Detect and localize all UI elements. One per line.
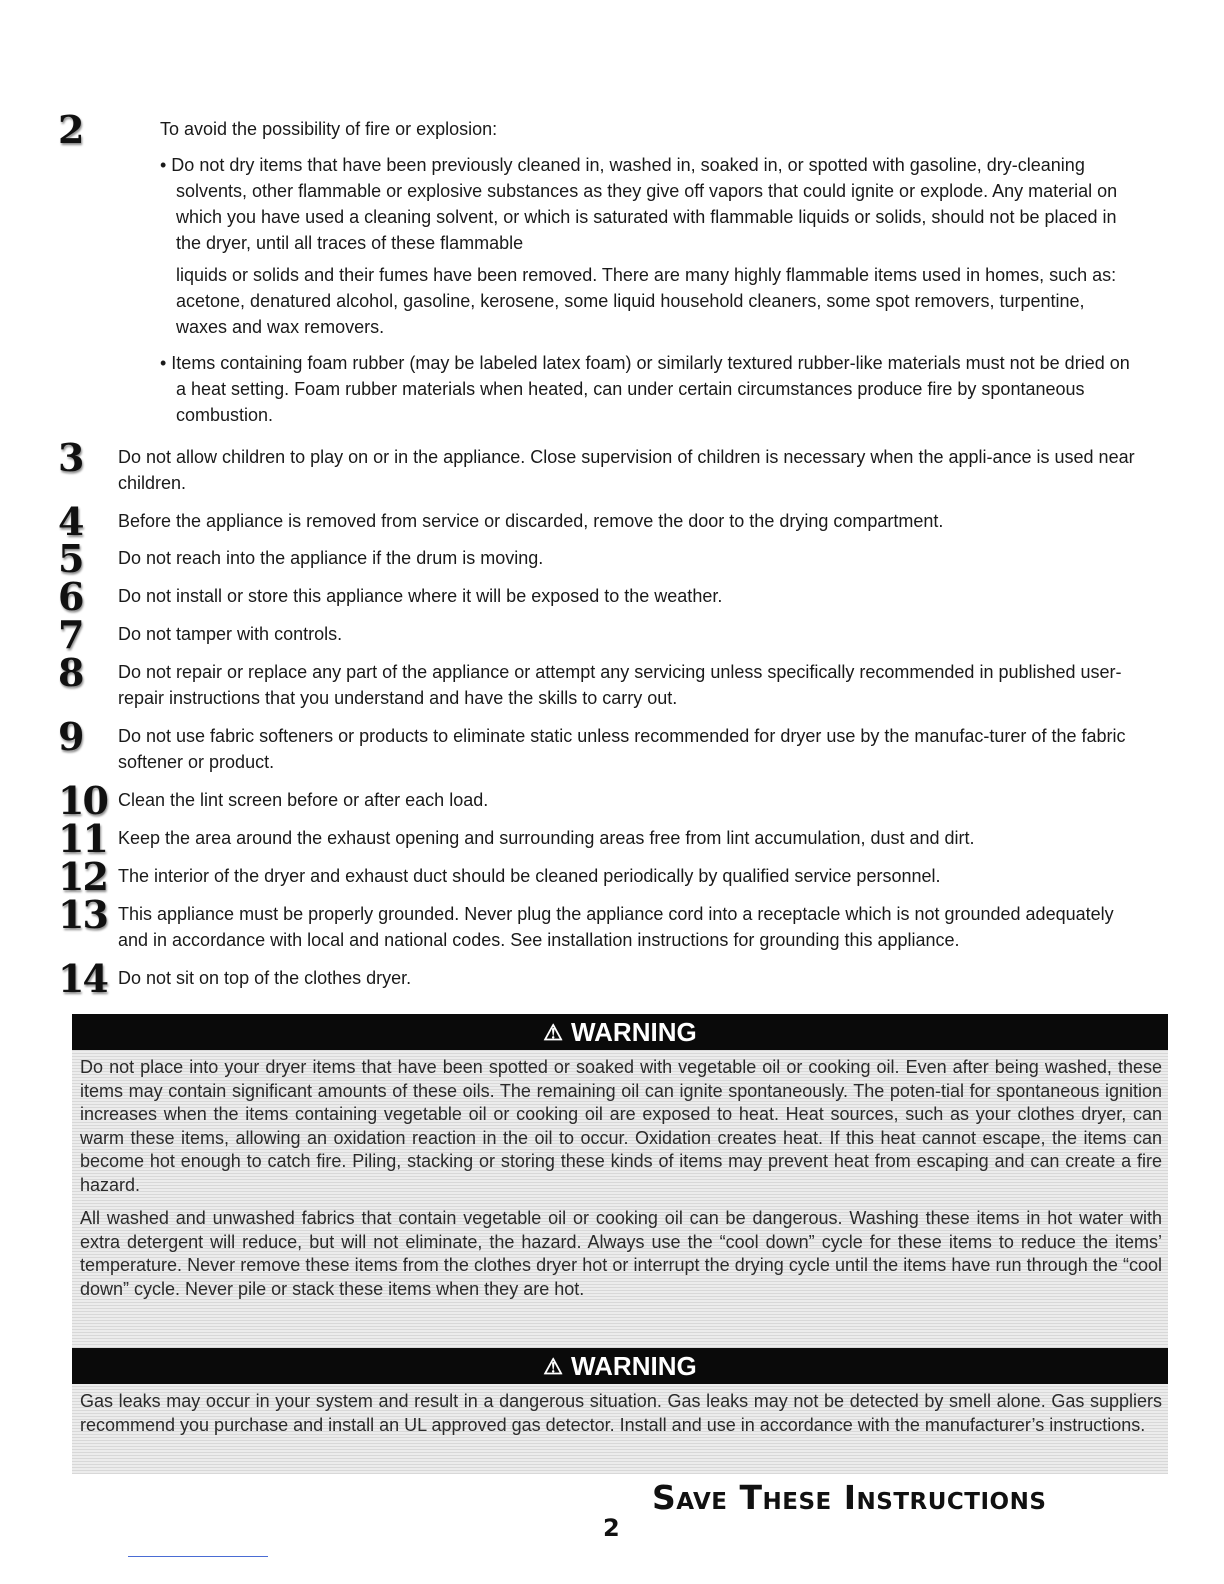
item-text: Do not install or store this appliance where it will be exposed to the weather.	[118, 586, 723, 606]
item-text: The interior of the dryer and exhaust duct should be cleaned periodically by qualified service personnel.	[118, 866, 941, 886]
item-number: 12	[58, 854, 107, 899]
warning-triangle-icon: ⚠	[543, 1020, 564, 1045]
item-number: 13	[58, 892, 107, 937]
safety-item-2	[58, 107, 1138, 428]
item-number: 11	[58, 816, 107, 861]
safety-item-8	[58, 650, 1138, 711]
item-text: Do not allow children to play on or in the appliance. Close supervision of children is necessary when the appli-ance is used near children.	[118, 447, 1135, 493]
safety-item-3	[58, 435, 1138, 496]
item-number: 9	[58, 714, 83, 759]
item-text: Do not tamper with controls.	[118, 624, 343, 644]
item-number: 6	[58, 574, 83, 619]
safety-item-6	[58, 574, 1138, 619]
warning-header	[72, 1014, 1168, 1050]
item-text: Do not reach into the appliance if the drum is moving.	[118, 548, 544, 568]
item-text: Keep the area around the exhaust opening and surrounding areas free from lint accumulation, dust and dirt.	[118, 828, 975, 848]
bullet-flammable: • Do not dry items that have been previously cleaned in, washed in, soaked in, or spotted with gasoline, dry-cleaning solvents, other flammable or explosive substances as they give off vapors that could ignite or explode. Any material on which you have used a cleaning solvent, or which is saturated with flammable liquids or solids, should not be placed in the dryer, until all traces of these flammable	[160, 155, 1118, 253]
safety-item-10	[58, 778, 1138, 823]
bullet-flammable-continued: liquids or solids and their fumes have been removed. There are many highly flammable items used in homes, such as: acetone, denatured alcohol, gasoline, kerosene, some liquid household cleaners, some spot removers, turpentine, waxes and wax removers.	[176, 265, 1117, 337]
item-number: 5	[58, 536, 83, 581]
warning-header	[72, 1348, 1168, 1384]
safety-item-4	[58, 499, 1138, 544]
safety-item-5	[58, 536, 1138, 581]
item-number: 8	[58, 650, 83, 695]
item-number: 7	[58, 612, 83, 657]
item-number: 14	[58, 956, 107, 1001]
warning-title: WARNING	[571, 1351, 697, 1381]
item-number: 2	[58, 107, 83, 152]
safety-item-14	[58, 956, 1138, 1001]
item-text: Do not repair or replace any part of the appliance or attempt any servicing unless specifically recommended in published user-repair instructions that you understand and have the skills to carry out.	[118, 662, 1122, 708]
item-text: Do not sit on top of the clothes dryer.	[118, 968, 412, 988]
safety-item-13	[58, 892, 1138, 953]
warning-title: WARNING	[571, 1017, 697, 1047]
item-number: 10	[58, 778, 107, 823]
safety-item-11	[58, 816, 1138, 861]
page-number: 2	[603, 1514, 620, 1542]
safety-item-7	[58, 612, 1138, 657]
warning-box-gas-leaks	[72, 1348, 1168, 1474]
footer-rule	[128, 1556, 268, 1557]
warning-box-vegetable-oil	[72, 1014, 1168, 1348]
bullet-foam-rubber: • Items containing foam rubber (may be labeled latex foam) or similarly textured rubber-like materials must not be dried on a heat setting. Foam rubber materials when heated, can under certain circumstances produce fire by spontaneous combustion.	[160, 353, 1130, 425]
item-number: 3	[58, 435, 83, 480]
save-instructions-heading: Save These Instructions	[652, 1478, 1047, 1517]
warning-triangle-icon: ⚠	[543, 1354, 564, 1379]
safety-item-9	[58, 714, 1138, 775]
warning-paragraph: All washed and unwashed fabrics that contain vegetable oil or cooking oil can be dangerous. Washing these items in hot water with extra detergent will reduce, but will not eliminate, the hazard. Always use the “cool down” cycle for these items to reduce the items’ temperature. Never remove these items from the clothes dryer hot or interrupt the drying cycle until the items have run through the “cool down” cycle. Never pile or stack these items when they are hot.	[80, 1208, 1162, 1299]
item-text: This appliance must be properly grounded. Never plug the appliance cord into a receptacle which is not grounded adequately and in accordance with local and national codes. See installation instructions for grounding this appliance.	[118, 904, 1114, 950]
safety-item-12	[58, 854, 1138, 899]
item-number: 4	[58, 499, 83, 544]
warning-paragraph: Gas leaks may occur in your system and result in a dangerous situation. Gas leaks may not be detected by smell alone. Gas suppliers recommend you purchase and install an UL approved gas detector. Install and use in accordance with the manufacturer’s instructions.	[80, 1391, 1162, 1435]
item-text: Do not use fabric softeners or products to eliminate static unless recommended for dryer use by the manufac-turer of the fabric softener or product.	[118, 726, 1126, 772]
warning-paragraph: Do not place into your dryer items that have been spotted or soaked with vegetable oil or cooking oil. Even after being washed, these items may contain significant amounts of these oils. The remaining oil can ignite spontaneously. The poten-tial for spontaneous ignition increases when the items containing vegetable oil or cooking oil are exposed to heat. Heat sources, such as your clothes dryer, can warm these items, allowing an oxidation reaction in the oil to occur. Oxidation creates heat. If this heat cannot escape, the items can become hot enough to catch fire. Piling, stacking or storing these kinds of items may prevent heat from escaping and can create a fire hazard.	[80, 1057, 1162, 1195]
item-text: Before the appliance is removed from service or discarded, remove the door to the drying compartment.	[118, 511, 944, 531]
item-text: Clean the lint screen before or after each load.	[118, 790, 489, 810]
item-intro: To avoid the possibility of fire or explosion:	[160, 119, 498, 139]
